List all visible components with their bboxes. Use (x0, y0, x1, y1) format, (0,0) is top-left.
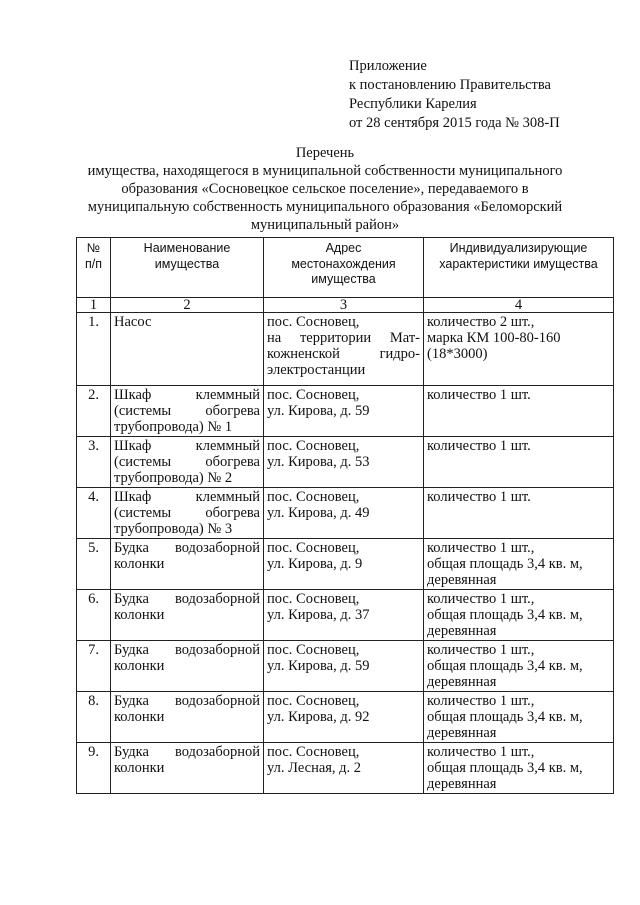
address-line: пос. Сосновец, (267, 314, 360, 330)
specs-line: деревянная (427, 623, 497, 639)
address-line: пос. Сосновец, (267, 489, 360, 505)
specs-line: общая площадь 3,4 кв. м, (427, 556, 583, 572)
name-line: Будка водозаборной (114, 540, 260, 556)
name-line: колонки (114, 760, 165, 776)
name-line: колонки (114, 556, 165, 572)
specs-line: общая площадь 3,4 кв. м, (427, 658, 583, 674)
specs-line: количество 1 шт. (427, 387, 531, 403)
header-line: п/п (84, 256, 102, 271)
name-line: Будка водозаборной (114, 744, 260, 760)
specs-line: деревянная (427, 572, 497, 588)
property-name (111, 437, 264, 488)
row-number: 6. (77, 590, 111, 641)
property-specs (424, 488, 614, 539)
specs-line: деревянная (427, 674, 497, 690)
specs-line: общая площадь 3,4 кв. м, (427, 607, 583, 623)
property-name (111, 386, 264, 437)
property-name (111, 692, 264, 743)
table-header-row (77, 238, 614, 298)
property-specs (424, 437, 614, 488)
header-line: имущества (154, 256, 220, 271)
column-numbers-row (77, 298, 614, 313)
name-line: Насос (114, 314, 152, 330)
column-number: 1 (77, 298, 111, 313)
property-address (264, 488, 424, 539)
property-address (264, 437, 424, 488)
specs-line: (18*3000) (427, 346, 488, 362)
address-line: на территории Мат- (267, 330, 420, 346)
specs-line: количество 1 шт., (427, 744, 535, 760)
property-address (264, 539, 424, 590)
property-specs (424, 539, 614, 590)
header-line: местонахождения (291, 256, 396, 271)
appendix-block (349, 57, 560, 133)
table-row (77, 386, 614, 437)
specs-line: деревянная (427, 725, 497, 741)
appendix-republic: Республики Карелия (349, 96, 477, 112)
row-number: 2. (77, 386, 111, 437)
table-row (77, 692, 614, 743)
table-row (77, 539, 614, 590)
address-line: пос. Сосновец, (267, 438, 360, 454)
address-line: ул. Кирова, д. 59 (267, 658, 370, 674)
document-heading (60, 144, 590, 234)
appendix-resolution: к постановлению Правительства (349, 77, 551, 93)
property-name (111, 590, 264, 641)
name-line: Шкаф клеммный (114, 489, 260, 505)
table-row (77, 488, 614, 539)
name-line: Шкаф клеммный (114, 387, 260, 403)
row-number: 7. (77, 641, 111, 692)
specs-line: количество 1 шт., (427, 693, 535, 709)
property-specs (424, 692, 614, 743)
name-line: трубопровода) № 2 (114, 470, 233, 486)
specs-line: количество 1 шт., (427, 642, 535, 658)
appendix-date-number: от 28 сентября 2015 года № 308-П (349, 115, 560, 131)
address-line: пос. Сосновец, (267, 387, 360, 403)
name-line: (системы обогрева (114, 505, 260, 521)
name-line: (системы обогрева (114, 403, 260, 419)
header-specs (424, 238, 614, 298)
property-address (264, 692, 424, 743)
specs-line: общая площадь 3,4 кв. м, (427, 760, 583, 776)
table-row (77, 641, 614, 692)
property-address (264, 386, 424, 437)
row-number: 3. (77, 437, 111, 488)
specs-line: количество 1 шт., (427, 540, 535, 556)
property-address (264, 590, 424, 641)
table-row (77, 743, 614, 794)
name-line: Шкаф клеммный (114, 438, 260, 454)
header-line: № (86, 241, 101, 255)
name-line: Будка водозаборной (114, 642, 260, 658)
address-line: ул. Кирова, д. 49 (267, 505, 370, 521)
address-line: пос. Сосновец, (267, 744, 360, 760)
specs-line: марка КМ 100-80-160 (427, 330, 561, 346)
name-line: колонки (114, 658, 165, 674)
header-line: характеристики имущества (439, 256, 598, 271)
property-specs (424, 641, 614, 692)
header-line: Наименование (143, 241, 231, 255)
address-line: ул. Кирова, д. 59 (267, 403, 370, 419)
heading-line: имущества, находящегося в муниципальной собственности муниципального (87, 163, 563, 179)
heading-line: муниципальный район» (250, 217, 400, 233)
header-name (111, 238, 264, 298)
property-address (264, 743, 424, 794)
table-row (77, 313, 614, 386)
specs-line: количество 1 шт. (427, 489, 531, 505)
address-line: пос. Сосновец, (267, 591, 360, 607)
property-address (264, 641, 424, 692)
header-number (77, 238, 111, 298)
header-line: имущества (311, 272, 376, 286)
address-line: электростанции (267, 362, 366, 378)
row-number: 9. (77, 743, 111, 794)
header-address (264, 238, 424, 298)
property-specs (424, 386, 614, 437)
name-line: (системы обогрева (114, 454, 260, 470)
column-number: 2 (111, 298, 264, 313)
table-row (77, 590, 614, 641)
property-name (111, 641, 264, 692)
column-number: 4 (424, 298, 614, 313)
specs-line: количество 1 шт., (427, 591, 535, 607)
header-line: Индивидуализирующие (449, 241, 588, 255)
name-line: трубопровода) № 1 (114, 419, 233, 435)
address-line: пос. Сосновец, (267, 642, 360, 658)
address-line: пос. Сосновец, (267, 693, 360, 709)
property-specs (424, 743, 614, 794)
name-line: Будка водозаборной (114, 693, 260, 709)
address-line: ул. Кирова, д. 53 (267, 454, 370, 470)
property-specs (424, 313, 614, 386)
property-address (264, 313, 424, 386)
appendix-title: Приложение (349, 58, 427, 74)
property-name (111, 743, 264, 794)
row-number: 1. (77, 313, 111, 386)
address-line: ул. Кирова, д. 92 (267, 709, 370, 725)
row-number: 4. (77, 488, 111, 539)
header-line: Адрес (325, 241, 362, 255)
address-line: пос. Сосновец, (267, 540, 360, 556)
property-table (76, 237, 614, 794)
name-line: Будка водозаборной (114, 591, 260, 607)
row-number: 5. (77, 539, 111, 590)
heading-line: муниципальную собственность муниципального образования «Беломорский (87, 199, 563, 215)
property-name (111, 313, 264, 386)
table-row (77, 437, 614, 488)
row-number: 8. (77, 692, 111, 743)
address-line: ул. Кирова, д. 9 (267, 556, 363, 572)
address-line: ул. Кирова, д. 37 (267, 607, 370, 623)
name-line: колонки (114, 709, 165, 725)
specs-line: количество 2 шт., (427, 314, 535, 330)
specs-line: деревянная (427, 776, 497, 792)
heading-line: образования «Сосновецкое сельское поселение», передаваемого в (121, 181, 529, 197)
column-number: 3 (264, 298, 424, 313)
specs-line: общая площадь 3,4 кв. м, (427, 709, 583, 725)
specs-line: количество 1 шт. (427, 438, 531, 454)
property-name (111, 539, 264, 590)
heading-title: Перечень (295, 145, 355, 161)
address-line: ул. Лесная, д. 2 (267, 760, 362, 776)
address-line: кожненской гидро- (267, 346, 420, 362)
property-specs (424, 590, 614, 641)
name-line: трубопровода) № 3 (114, 521, 233, 537)
name-line: колонки (114, 607, 165, 623)
property-name (111, 488, 264, 539)
